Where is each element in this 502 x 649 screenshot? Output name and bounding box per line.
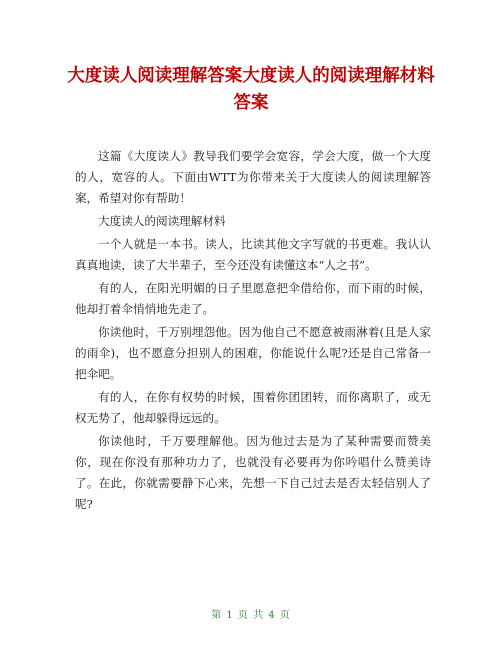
section-heading: 大度读人的阅读理解材料 bbox=[98, 214, 226, 228]
body-paragraph: 你读他时，千万要理解他。因为他过去是为了某种需要而赞美你，现在你没有那种功力了，也就没有必要再为你吟唱什么赞美诗了。在此，你就需要静下心来，先想一下自己过去是否太轻信别人了呢? bbox=[75, 434, 431, 511]
body-paragraph: 有的人，在阳光明媚的日子里愿意把伞借给你，而下雨的时候，他却打着伞悄悄地先走了。 bbox=[75, 281, 431, 316]
intro-paragraph: 这篇《大度读人》教导我们要学会宽容，学会大度，做一个大度的人，宽容的人。下面由WTT为你带来关于大度读人的阅读理解答案，希望对你有帮助！ bbox=[75, 149, 431, 205]
page-number-footer: 第 1 页 共 4 页 bbox=[211, 610, 291, 621]
body-paragraph: 有的人，在你有权势的时候，围着你团团转，而你离职了，或无权无势了，他却躲得远远的。 bbox=[75, 390, 431, 425]
document-body bbox=[75, 146, 431, 517]
body-paragraph: 你读他时，千万别埋怨他。因为他自己不愿意被雨淋着(且是人家的雨伞)，也不愿意分担别人的困难，你能说什么呢?还是自己常备一把伞吧。 bbox=[75, 325, 431, 381]
document-title: 大度读人阅读理解答案大度读人的阅读理解材料答案 bbox=[67, 66, 435, 113]
body-paragraph: 一个人就是一本书。读人，比读其他文字写就的书更难。我认认真真地读，读了大半辈子，至今还没有读懂这本“人之书”。 bbox=[75, 237, 431, 272]
